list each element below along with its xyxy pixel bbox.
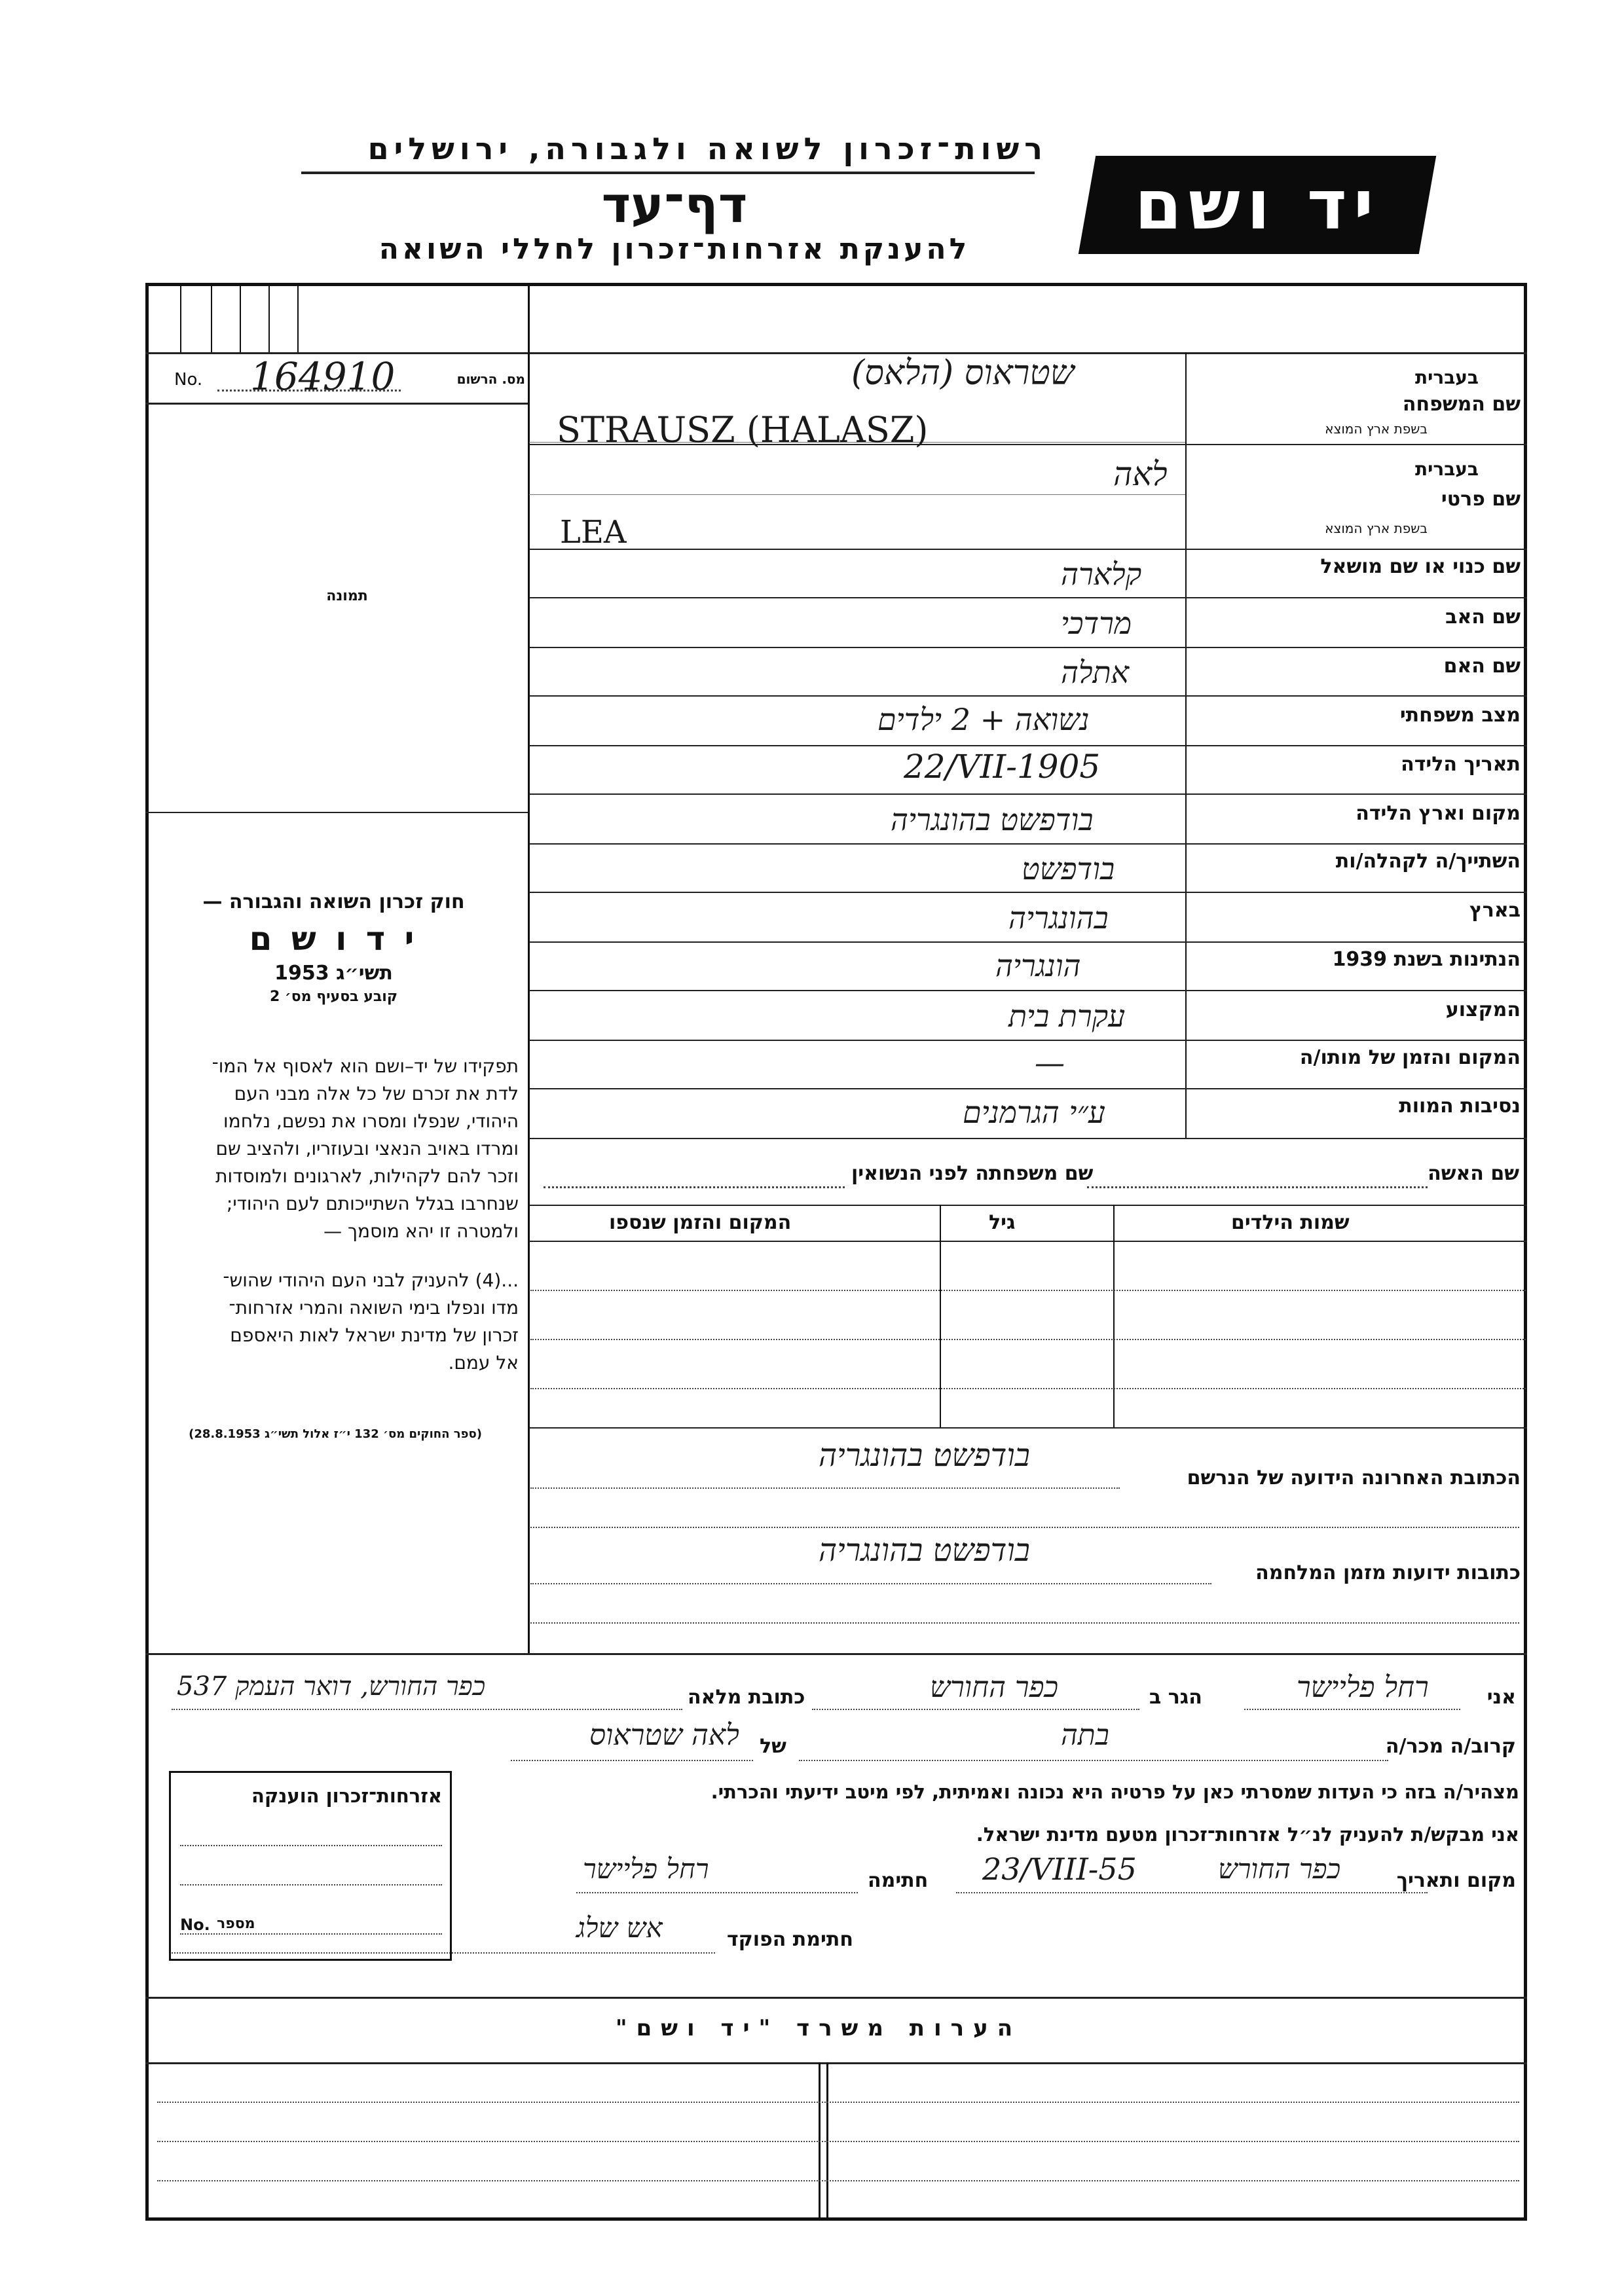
signature-value: רחל פליישר [583, 1853, 709, 1885]
place-value: כפר החורש [1218, 1853, 1341, 1885]
in-origin-lang-label-2: בשפת ארץ המוצא [1325, 520, 1428, 536]
maiden-name-label: שם משפחתה לפני הנשואין [851, 1162, 1094, 1185]
resident-label: הגר ב [1149, 1686, 1202, 1709]
signature-label: חתימה [868, 1869, 929, 1892]
birthplace-label: מקום וארץ הלידה [1356, 802, 1521, 825]
law-paragraph-1: תפקידו של יד–ושם הוא לאסוף אל המו־ לדת את זכרם של כל אלה מבני העם היהודי, שנפלו ומסרו את נפשם, נלחמו ומרדו באויב הנאצי ובעוזריו, ולהציב שם וזכר להם לקהילות, לארגונים ולמוסדות שנחרבו בגלל השתייכותם לעם היהודי; ולמטרה זו יהא מוסמך — [212, 1055, 519, 1242]
mother-label: שם האם [1443, 655, 1521, 678]
community-value: בודפשט [1022, 851, 1115, 886]
children-place-header: המקום והזמן שנספו [609, 1211, 792, 1234]
law-citation: (ספר החוקים מס׳ 132 י״ז אלול תשי״ג 28.8.1953) [189, 1427, 482, 1441]
in-hebrew-label-2: בעברית [1414, 458, 1479, 480]
profession-value: עקרת בית [1008, 998, 1126, 1034]
firstname-hebrew-value: לאה [1113, 455, 1168, 493]
law-paragraph-2: ...(4) להעניק לבני העם היהודי שהוש־ מדו ונפלו בימי השואה והמרי אזרחות־ זכרון של מדינת ישראל לאות היאספם אל עמם. [223, 1269, 519, 1374]
birthdate-value: 22/VII-1905 [904, 748, 1101, 786]
law-section-ref: קובע בסעיף מס׳ 2 [269, 989, 398, 1005]
of-label: של [760, 1735, 786, 1758]
marital-status-value: נשואה + 2 ילדים [877, 702, 1090, 737]
photo-placeholder [148, 405, 528, 811]
surname-latin-value: STRAUSZ (HALASZ) [557, 409, 929, 450]
last-address-value: בודפשט בהונגריה [819, 1437, 1030, 1474]
law-title: חוק זכרון השואה והגבורה — [202, 890, 465, 913]
wife-label: שם האשה [1428, 1162, 1519, 1185]
officer-signature-label: חתימת הפוקד [727, 1928, 853, 1951]
death-place-label: המקום והזמן של מותו/ה [1299, 1046, 1521, 1069]
declarant-i-label: אני [1486, 1686, 1516, 1709]
form-subtitle: להענקת אזרחות־זכרון לחללי השואה [378, 232, 970, 266]
in-origin-lang-label-1: בשפת ארץ המוצא [1325, 421, 1428, 437]
yad-vashem-logo: יד ושם [1079, 156, 1436, 254]
full-address-label: כתובת מלאה [688, 1686, 805, 1709]
law-name: י ד ו ש ם [249, 920, 418, 958]
form-title: דף־עד [601, 175, 748, 234]
birthdate-label: תאריך הלידה [1401, 753, 1521, 776]
firstname-latin-value: LEA [560, 514, 627, 551]
country-label: בארץ [1469, 899, 1521, 922]
surname-label: שם המשפחה [1402, 393, 1521, 416]
law-section [152, 890, 515, 1005]
law-year: תשי״ג 1953 [274, 962, 393, 985]
father-value: מרדכי [1061, 606, 1132, 641]
birthplace-value: בודפשט בהונגריה [891, 802, 1094, 837]
marital-status-label: מצב משפחתי [1399, 704, 1521, 727]
mother-value: אתלה [1061, 655, 1130, 690]
officer-signature-value: אש שלג [576, 1912, 663, 1944]
firstname-label: שם פרטי [1441, 488, 1521, 511]
children-age-header: גיל [989, 1211, 1016, 1234]
residence-value: כפר החורש [930, 1671, 1059, 1704]
last-address-label: הכתובת האחרונה הידועה של הנרשם [1187, 1467, 1521, 1489]
death-place-value: — [1035, 1045, 1065, 1080]
nickname-value: קלארה [1061, 556, 1142, 592]
citizenship-box-number-en: No. [180, 1916, 210, 1934]
place-date-label: מקום ותאריך [1396, 1869, 1516, 1892]
community-label: השתייך/ה לקהלה/ות [1335, 850, 1521, 873]
photo-label: תמונה [326, 588, 368, 604]
citizenship-box-number-he: מספר [217, 1916, 255, 1932]
office-notes-title: הערות משרד "יד ושם" [615, 2015, 1022, 2041]
of-name-value: לאה שטראוס [589, 1719, 739, 1752]
death-circumstances-label: נסיבות המוות [1399, 1095, 1521, 1118]
relation-value: בתה [1061, 1719, 1109, 1752]
statement-2: אני מבקש/ת להעניק לנ״ל אזרחות־זכרון מטעם מדינת ישראל. [976, 1823, 1519, 1846]
children-names-header: שמות הילדים [1231, 1211, 1350, 1234]
citizenship-box-title: אזרחות־זכרון הוענקה [251, 1785, 442, 1807]
declarant-name: רחל פליישר [1297, 1671, 1429, 1704]
wartime-address-value: בודפשט בהונגריה [819, 1532, 1030, 1569]
father-label: שם האב [1445, 606, 1521, 629]
wartime-address-label: כתובות ידועות מזמן המלחמה [1255, 1561, 1521, 1584]
surname-hebrew-value: שטראוס (הלאס) [851, 354, 1075, 393]
authority-title: רשות־זכרון לשואה ולגבורה, ירושלים [367, 131, 1048, 166]
profession-label: המקצוע [1445, 998, 1521, 1021]
in-hebrew-label-1: בעברית [1414, 367, 1479, 388]
citizenship-1939-value: הונגריה [995, 948, 1081, 983]
statement-1: מצהיר/ה בזה כי העדות שמסרתי כאן על פרטיה היא נכונה ואמיתית, לפי מיטב ידיעתי והכרתי. [710, 1781, 1519, 1803]
citizenship-granted-box [169, 1771, 452, 1961]
nickname-label: שם כנוי או שם מושאל [1320, 555, 1521, 578]
citizenship-1939-label: הנתינות בשנת 1939 [1332, 948, 1521, 971]
date-value: 23/VIII-55 [982, 1851, 1137, 1887]
relative-label: קרוב/ה מכר/ה [1385, 1735, 1516, 1758]
full-address-value: כפר החורש, דואר העמק 537 [177, 1671, 486, 1702]
country-value: בהונגריה [1008, 900, 1109, 936]
registration-number: No. 164910 מס. הרשום [174, 354, 525, 399]
death-circumstances-value: ע״י הגרמנים [963, 1095, 1105, 1130]
